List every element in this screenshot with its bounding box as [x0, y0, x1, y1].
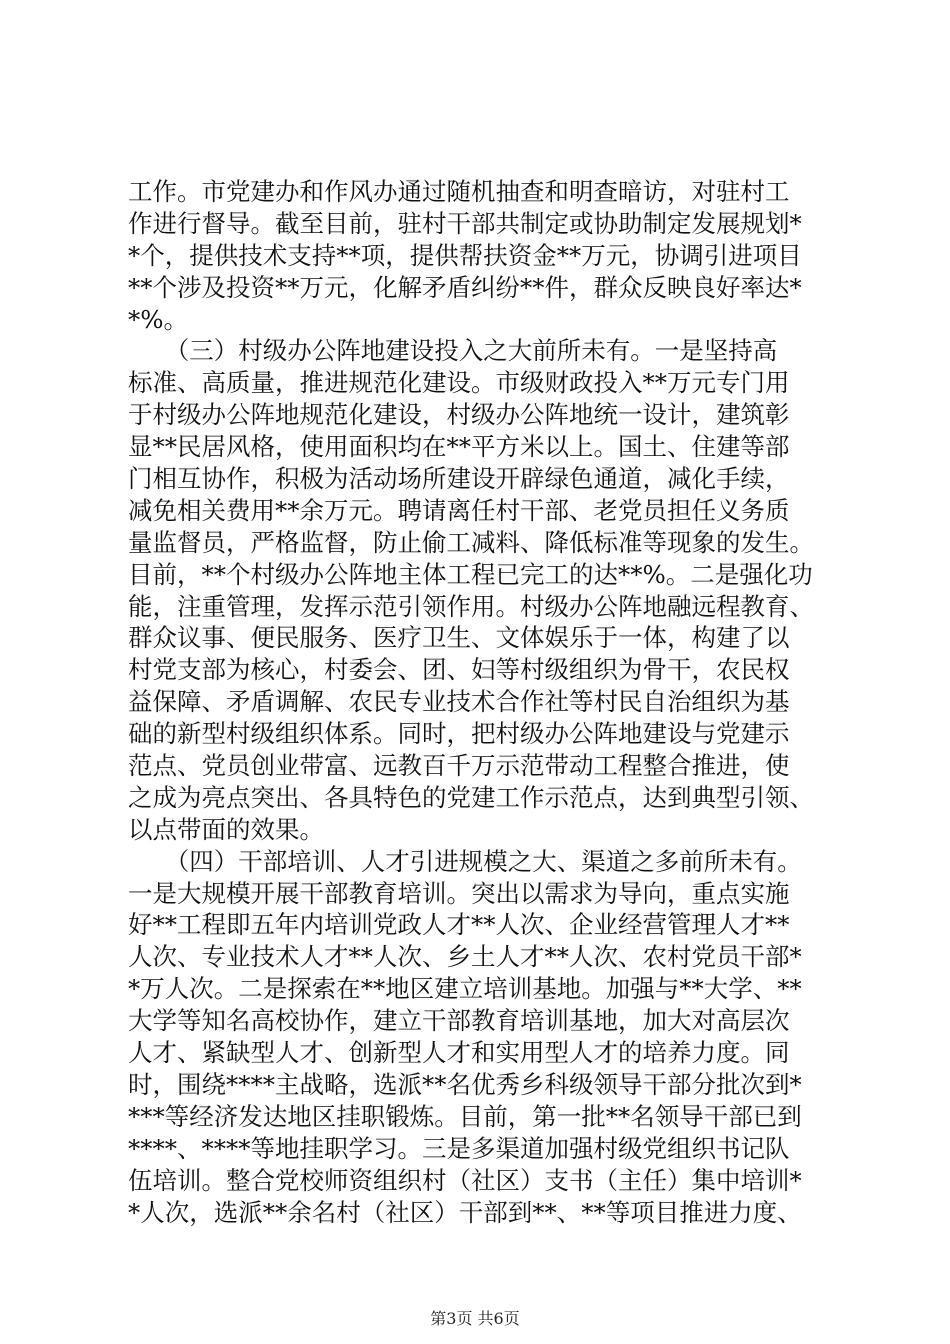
text-line: **个涉及投资**万元，化解矛盾纠纷**件，群众反映良好率达* [128, 272, 802, 302]
text-line: *万人次。二是探索在**地区建立培训基地。加强与**大学、** [128, 974, 802, 1004]
text-line: *人次，选派**余名村（社区）干部到**、**等项目推进力度、 [128, 1197, 802, 1227]
text-line: 门相互协作，积极为活动场所建设开辟绿色通道，减化手续， [128, 464, 790, 494]
text-line: *%。 [128, 304, 189, 334]
text-line: 时，围绕****主战略，选派**名优秀乡科级领导干部分批次到* [128, 1069, 802, 1099]
text-line: （三）村级办公阵地建设投入之大前所未有。一是坚持高 [128, 336, 778, 366]
text-line: 显**民居风格，使用面积均在**平方米以上。国土、住建等部 [128, 432, 790, 462]
text-line: ****、****等地挂职学习。三是多渠道加强村级党组织书记队 [128, 1133, 790, 1163]
text-line: 标准、高质量，推进规范化建设。市级财政投入**万元专门用 [128, 368, 790, 398]
page-footer: 第3页 共6页 [430, 1309, 520, 1328]
text-line: 伍培训。整合党校师资组织村（社区）支书（主任）集中培训* [128, 1165, 802, 1195]
text-line: 群众议事、便民服务、医疗卫生、文体娱乐于一体，构建了以 [128, 623, 790, 653]
text-line: 减免相关费用**余万元。聘请离任村干部、老党员担任义务质 [128, 495, 790, 525]
text-line: 础的新型村级组织体系。同时，把村级办公阵地建设与党建示 [128, 719, 790, 749]
text-line: 人次、专业技术人才**人次、乡土人才**人次、农村党员干部* [128, 942, 802, 972]
text-line: 范点、党员创业带富、远教百千万示范带动工程整合推进，使 [128, 751, 790, 781]
text-line: 能，注重管理，发挥示范引领作用。村级办公阵地融远程教育、 [128, 591, 814, 621]
text-line: 益保障、矛盾调解、农民专业技术合作社等村民自治组织为基 [128, 687, 790, 717]
text-line: 之成为亮点突出、各具特色的党建工作示范点，达到典型引领、 [128, 782, 814, 812]
body-text [128, 176, 828, 1228]
text-line: 目前，**个村级办公阵地主体工程已完工的达**%。二是强化功 [128, 559, 813, 589]
text-line: （四）干部培训、人才引进规模之大、渠道之多前所未有。 [128, 846, 802, 876]
text-line: *个，提供技术支持**项，提供帮扶资金**万元，协调引进项目 [128, 240, 802, 270]
text-line: 作进行督导。截至目前，驻村干部共制定或协助制定发展规划* [128, 208, 802, 238]
text-line: 一是大规模开展干部教育培训。突出以需求为导向，重点实施 [128, 878, 790, 908]
text-line: 村党支部为核心，村委会、团、妇等村级组织为骨干，农民权 [128, 655, 790, 685]
text-line: 工作。市党建办和作风办通过随机抽查和明查暗访，对驻村工 [128, 177, 790, 206]
text-line: 人才、紧缺型人才、创新型人才和实用型人才的培养力度。同 [128, 1038, 790, 1068]
text-line: 以点带面的效果。 [128, 814, 324, 844]
text-line: ***等经济发达地区挂职锻炼。目前，第一批**名领导干部已到 [128, 1101, 802, 1131]
text-line: 于村级办公阵地规范化建设，村级办公阵地统一设计，建筑彰 [128, 400, 790, 430]
text-line: 好**工程即五年内培训党政人才**人次、企业经营管理人才** [128, 910, 790, 940]
text-line: 大学等知名高校协作，建立干部教育培训基地，加大对高层次 [128, 1006, 790, 1036]
text-line: 量监督员，严格监督，防止偷工减料、降低标准等现象的发生。 [128, 527, 814, 557]
